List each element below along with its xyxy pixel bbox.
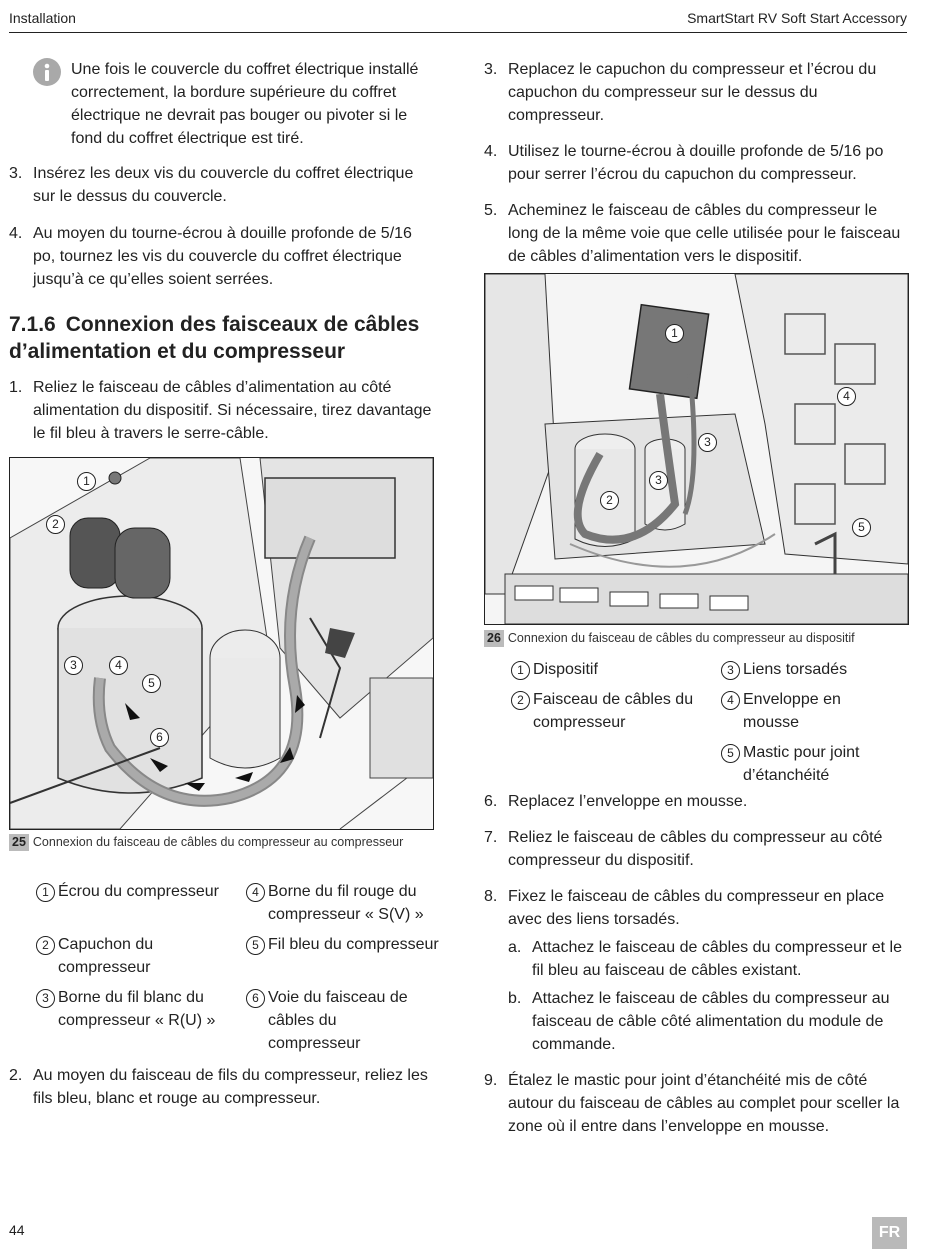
callout-1: 1: [77, 472, 96, 491]
callout-4: 4: [837, 387, 856, 406]
callout-5: 5: [852, 518, 871, 537]
right-step-3: 3. Replacez le capuchon du compresseur et l’écrou du capuchon du compresseur sur le dessus du compresseur.: [484, 61, 877, 124]
figure-26-caption: 26 Connexion du faisceau de câbles du compresseur au dispositif: [484, 630, 909, 647]
callout-2: 2: [600, 491, 619, 510]
left-step-1: 1. Reliez le faisceau de câbles d’alimentation au côté alimentation du dispositif. Si nécessaire, tirez davantage le fil bleu à travers le serre-câble.: [9, 379, 432, 442]
header-product-title: SmartStart RV Soft Start Accessory: [687, 10, 907, 26]
info-icon: [33, 58, 61, 86]
figure-25-legend: [36, 880, 439, 1060]
callout-5: 5: [142, 674, 161, 693]
left-step-4: 4. Au moyen du tourne-écrou à douille profonde de 5/16 po, tournez les vis du couvercle du coffret électrique jusqu’à ce qu’elles soient serrées.: [9, 225, 412, 288]
callout-3: 3: [64, 656, 83, 675]
left-step-2: 2. Au moyen du faisceau de fils du compresseur, reliez les fils bleu, blanc et rouge au compresseur.: [9, 1067, 428, 1107]
left-step-3: 3. Insérez les deux vis du couvercle du coffret électrique sur le dessus du couvercle.: [9, 165, 414, 205]
right-step-9: 9. Étalez le mastic pour joint d’étanchéité mis de côté autour du faisceau de câbles au complet pour sceller la zone où il entre dans l’enveloppe en mousse.: [484, 1072, 900, 1135]
figure-25-compressor-illustration: [9, 457, 434, 830]
page-number: 44: [9, 1222, 25, 1238]
info-note: Une fois le couvercle du coffret électrique installé correctement, la bordure supérieure du coffret électrique ne devrait pas bouger ou pivoter si le fond du coffret électrique est tiré.: [71, 61, 419, 147]
figure-26-legend: [511, 658, 911, 788]
right-step-6: 6. Replacez l’enveloppe en mousse.: [484, 793, 748, 810]
legend-item: 4 Enveloppe en mousse: [721, 688, 883, 734]
right-step-4: 4. Utilisez le tourne-écrou à douille profonde de 5/16 po pour serrer l’écrou du capuchon du compresseur.: [484, 143, 884, 183]
right-step-8: 8. Fixez le faisceau de câbles du compresseur en place avec des liens torsadés.: [484, 888, 885, 928]
section-heading: 7.1.6 Connexion des faisceaux de câbles d’alimentation et du compresseur: [9, 313, 420, 363]
callout-3: 3: [649, 471, 668, 490]
legend-item: 5 Mastic pour joint d’étanchéité: [721, 741, 893, 787]
right-step-5: 5. Acheminez le faisceau de câbles du compresseur le long de la même voie que celle utilisée pour le faisceau de câbles d’alimentation vers le dispositif.: [484, 202, 901, 265]
substep-a: a. Attachez le faisceau de câbles du compresseur et le fil bleu au faisceau de câbles existant.: [508, 939, 902, 979]
legend-item: 1 Dispositif: [511, 658, 713, 681]
legend-item: 3 Liens torsadés: [721, 658, 923, 681]
legend-item: 4 Borne du fil rouge du compresseur « S(V) »: [246, 880, 448, 926]
legend-item: 1 Écrou du compresseur: [36, 880, 238, 903]
legend-item: 5 Fil bleu du compresseur: [246, 933, 448, 956]
legend-item: 2 Faisceau de câbles du compresseur: [511, 688, 713, 734]
callout-3: 3: [698, 433, 717, 452]
callout-6: 6: [150, 728, 169, 747]
legend-item: 2 Capuchon du compresseur: [36, 933, 238, 979]
substep-b: b. Attachez le faisceau de câbles du compresseur au faisceau de câble côté alimentation du module de commande.: [508, 990, 890, 1053]
figure-26-device-illustration: [484, 273, 909, 625]
callout-4: 4: [109, 656, 128, 675]
right-step-7: 7. Reliez le faisceau de câbles du compresseur au côté compresseur du dispositif.: [484, 829, 883, 869]
legend-item: 3 Borne du fil blanc du compresseur « R(U) »: [36, 986, 243, 1032]
figure-25-caption: 25 Connexion du faisceau de câbles du compresseur au compresseur: [9, 834, 409, 851]
callout-2: 2: [46, 515, 65, 534]
page-header: [9, 8, 907, 33]
callout-1: 1: [665, 324, 684, 343]
language-badge: FR: [872, 1217, 907, 1249]
header-section-title: Installation: [9, 10, 76, 26]
legend-item: 6 Voie du faisceau de câbles du compresseur: [246, 986, 408, 1055]
